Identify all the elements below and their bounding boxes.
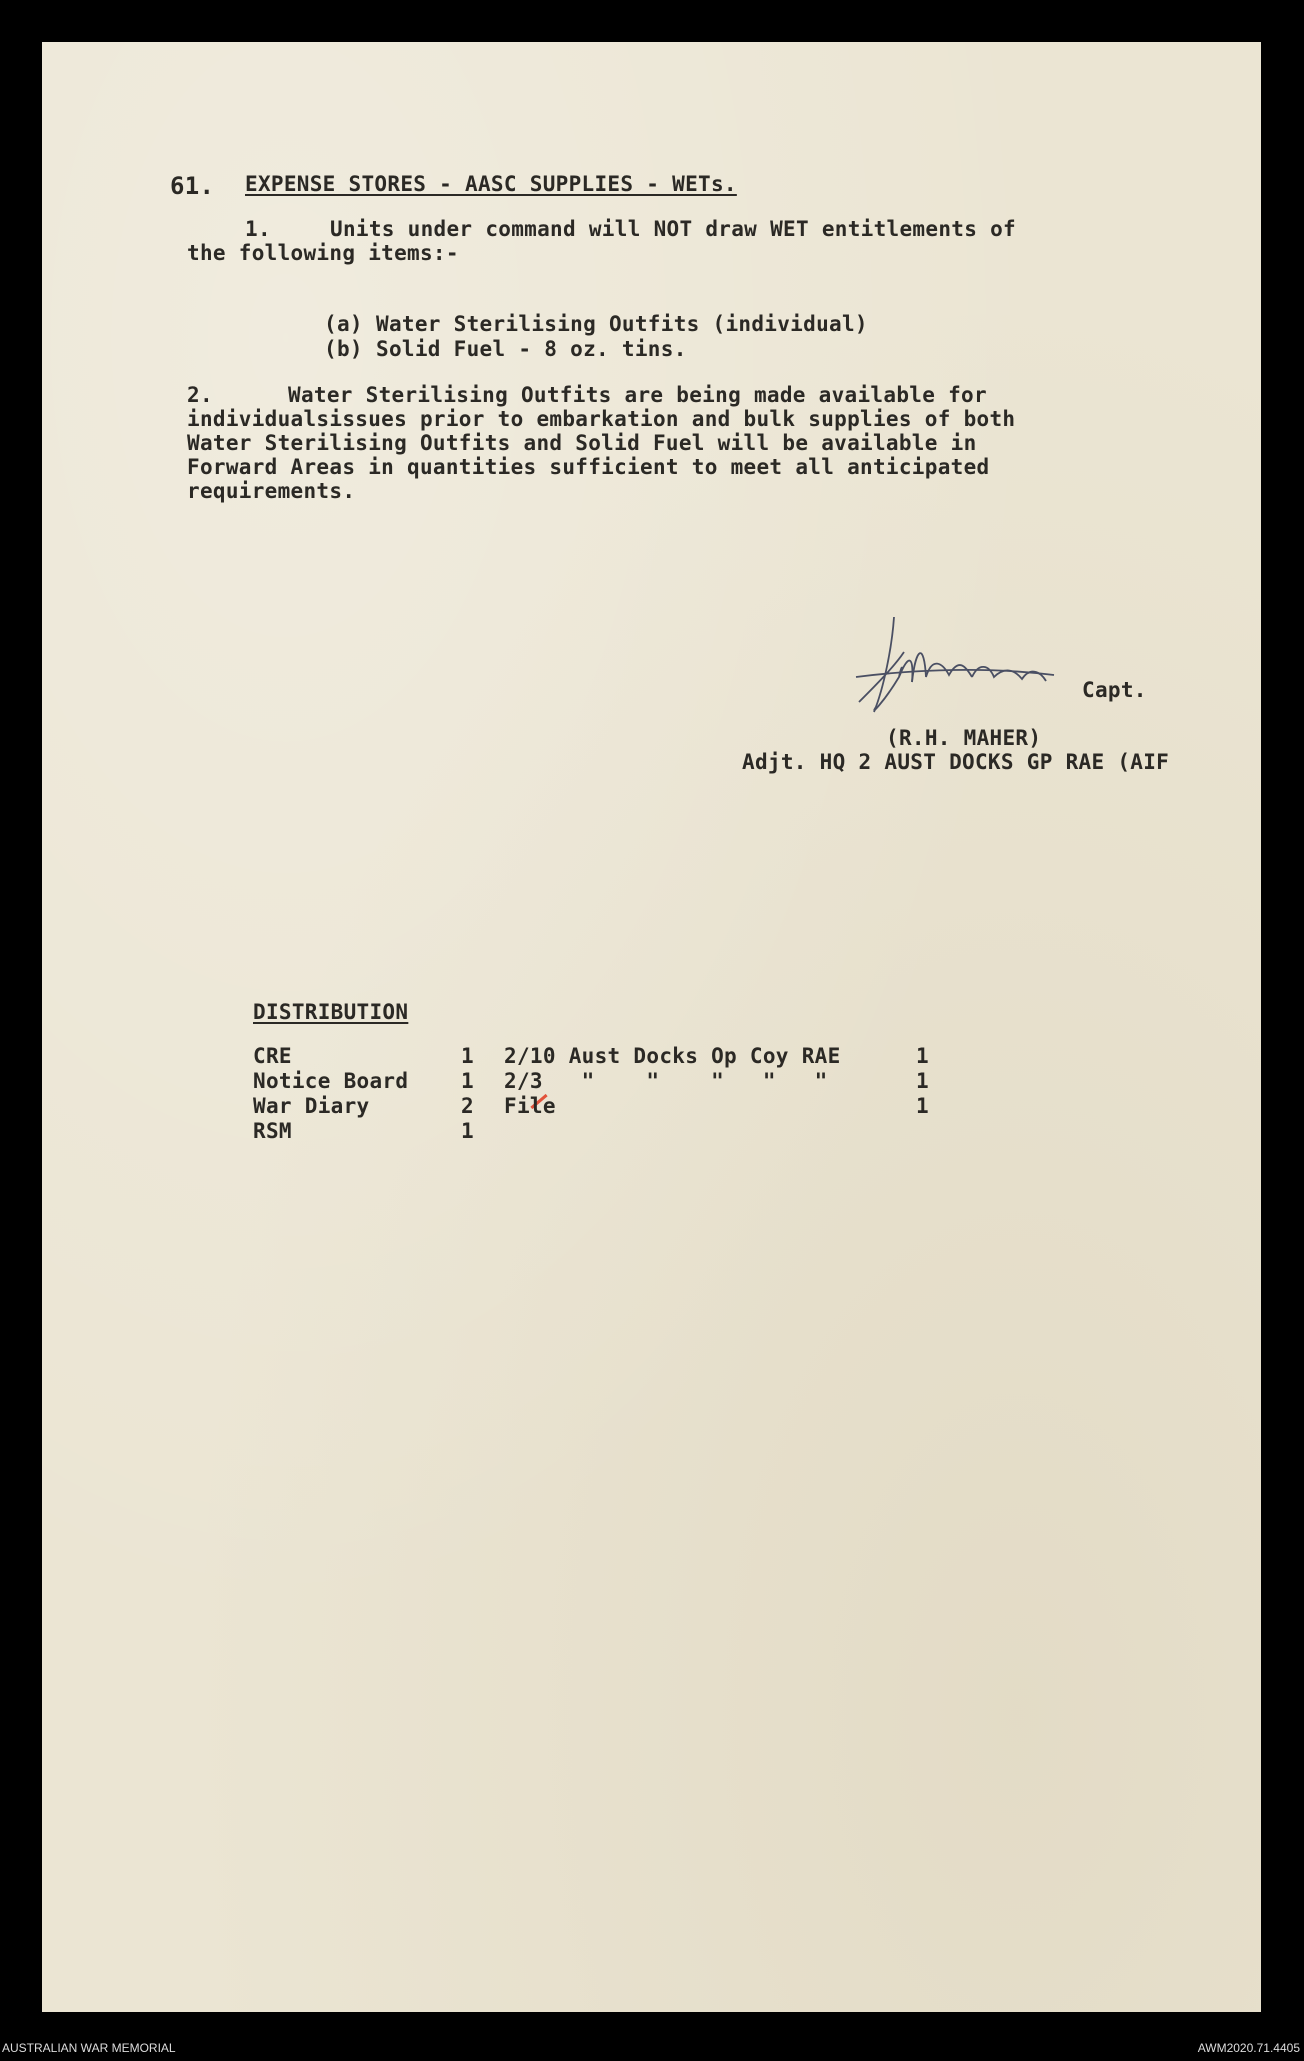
distribution-item-name: 2/10 Aust Docks Op Coy RAE <box>504 1044 841 1068</box>
distribution-item-name: War Diary <box>253 1094 370 1118</box>
item-b-label: (b) <box>324 337 363 361</box>
distribution-item-qty: 2 <box>461 1094 474 1118</box>
distribution-item-name: File <box>504 1094 556 1118</box>
distribution-item-name: RSM <box>253 1119 292 1143</box>
distribution-item-qty: 1 <box>916 1044 929 1068</box>
signature-rank: Capt. <box>1082 678 1147 702</box>
distribution-item-qty: 1 <box>461 1119 474 1143</box>
distribution-item-qty: 1 <box>916 1069 929 1093</box>
handwritten-signature <box>854 607 1129 727</box>
para1-line2: the following items:- <box>187 241 459 265</box>
distribution-item-name: CRE <box>253 1044 292 1068</box>
document-heading: EXPENSE STORES - AASC SUPPLIES - WETs. <box>245 172 737 196</box>
para2-line5: requirements. <box>187 479 356 503</box>
distribution-item-name: Notice Board <box>253 1069 409 1093</box>
item-number: 61. <box>170 172 215 200</box>
distribution-item-name: 2/3 " " " " " <box>504 1069 828 1093</box>
item-b-text: Solid Fuel - 8 oz. tins. <box>376 337 687 361</box>
para2-line3: Water Sterilising Outfits and Solid Fuel will be available in <box>187 431 977 455</box>
para2-line1: Water Sterilising Outfits are being made available for <box>288 383 987 407</box>
item-a-text: Water Sterilising Outfits (individual) <box>376 312 868 336</box>
para2-line2: individualsissues prior to embarkation and bulk supplies of both <box>187 407 1016 431</box>
signatory-title: Adjt. HQ 2 AUST DOCKS GP RAE (AIF <box>742 750 1170 774</box>
para1-number: 1. <box>245 217 271 241</box>
document-page <box>42 42 1261 2012</box>
para2-number: 2. <box>187 383 213 407</box>
distribution-heading: DISTRIBUTION <box>253 1000 409 1024</box>
distribution-item-qty: 1 <box>916 1094 929 1118</box>
item-a-label: (a) <box>324 312 363 336</box>
para2-line4: Forward Areas in quantities sufficient to meet all anticipated <box>187 455 990 479</box>
distribution-item-qty: 1 <box>461 1069 474 1093</box>
footer-reference: AWM2020.71.4405 <box>1197 2041 1300 2055</box>
signatory-name: (R.H. MAHER) <box>886 726 1042 750</box>
para1-line1: Units under command will NOT draw WET entitlements of <box>330 217 1016 241</box>
distribution-item-qty: 1 <box>461 1044 474 1068</box>
footer-institution: AUSTRALIAN WAR MEMORIAL <box>2 2041 176 2055</box>
